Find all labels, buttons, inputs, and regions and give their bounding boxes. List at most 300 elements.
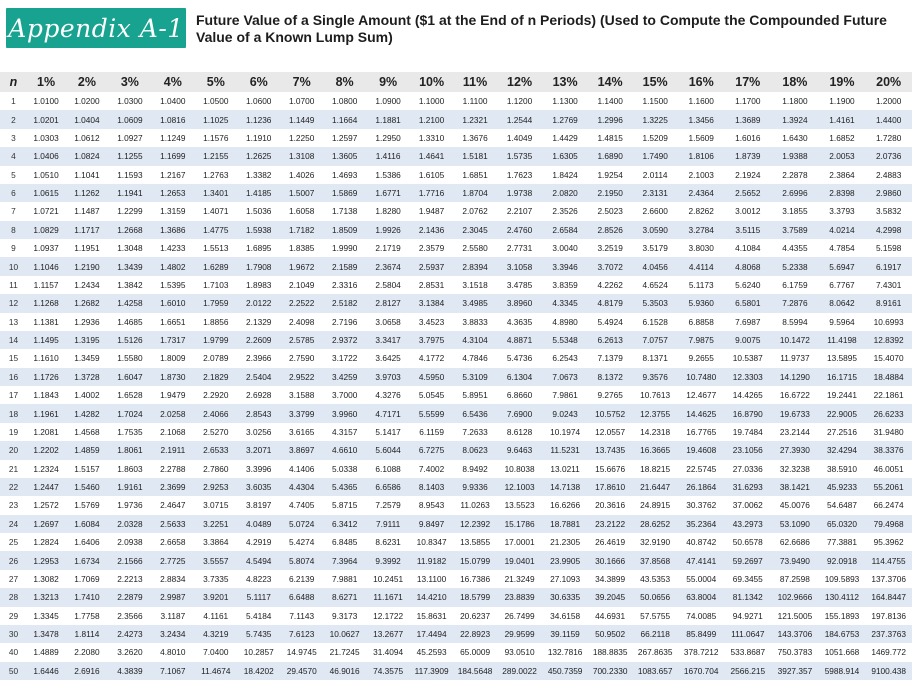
factor-cell: 1.8509 [323, 221, 366, 239]
factor-cell: 2.3699 [151, 478, 194, 496]
factor-cell: 2.4364 [678, 184, 725, 202]
factor-cell: 1.4185 [237, 184, 280, 202]
factor-cell: 2.0328 [109, 515, 151, 533]
factor-cell: 1.2936 [65, 313, 108, 331]
factor-cell: 1.6058 [280, 202, 322, 220]
factor-cell: 1.4775 [195, 221, 237, 239]
factor-cell: 1.6528 [109, 386, 151, 404]
factor-cell: 27.1093 [542, 570, 588, 588]
factor-cell: 1.0510 [27, 166, 65, 184]
factor-cell: 1.9161 [109, 478, 151, 496]
factor-cell: 65.0009 [453, 643, 496, 661]
factor-cell: 1.2167 [151, 166, 194, 184]
factor-cell: 13.5855 [453, 533, 496, 551]
factor-cell: 1.6047 [109, 368, 151, 386]
factor-cell: 95.3962 [865, 533, 912, 551]
factor-cell: 1.0500 [195, 92, 237, 110]
factor-cell: 46.9016 [323, 662, 366, 680]
factor-cell: 5.8715 [323, 496, 366, 514]
table-body [0, 92, 912, 680]
factor-cell: 1.1951 [65, 239, 108, 257]
factor-cell: 32.4294 [819, 441, 866, 459]
factor-cell: 130.4112 [819, 588, 866, 606]
factor-cell: 8.6231 [366, 533, 409, 551]
factor-cell: 2.2080 [65, 643, 108, 661]
table-row [0, 625, 912, 643]
factor-cell: 47.4141 [678, 551, 725, 569]
period-cell: 25 [0, 533, 27, 551]
factor-cell: 1.1961 [27, 404, 65, 422]
factor-cell: 44.6931 [588, 607, 633, 625]
factor-cell: 1.2434 [65, 276, 108, 294]
factor-cell: 1.0721 [27, 202, 65, 220]
factor-cell: 3.7000 [323, 386, 366, 404]
factor-cell: 3.2071 [237, 441, 280, 459]
factor-cell: 5.1598 [865, 239, 912, 257]
factor-cell: 5.3109 [453, 368, 496, 386]
factor-cell: 1.3195 [65, 331, 108, 349]
factor-cell: 3.2620 [109, 643, 151, 661]
factor-cell: 1.0404 [65, 110, 108, 128]
factor-cell: 2.8262 [678, 202, 725, 220]
factor-cell: 18.8215 [632, 460, 678, 478]
table-row [0, 202, 912, 220]
factor-cell: 1.8280 [366, 202, 409, 220]
factor-cell: 2.5785 [280, 331, 322, 349]
factor-cell: 2.1329 [237, 313, 280, 331]
factor-cell: 5.4184 [237, 607, 280, 625]
factor-cell: 7.1379 [588, 349, 633, 367]
factor-cell: 17.8610 [588, 478, 633, 496]
factor-cell: 34.3899 [588, 570, 633, 588]
factor-cell: 6.1759 [771, 276, 819, 294]
factor-cell: 1.9738 [497, 184, 543, 202]
factor-cell: 1.6084 [65, 515, 108, 533]
period-cell: 17 [0, 386, 27, 404]
factor-cell: 22.5745 [678, 460, 725, 478]
period-cell: 10 [0, 257, 27, 275]
factor-cell: 2.3131 [632, 184, 678, 202]
factor-cell: 1.2824 [27, 533, 65, 551]
factor-cell: 1.8730 [151, 368, 194, 386]
factor-cell: 29.9599 [497, 625, 543, 643]
table-row [0, 588, 912, 606]
factor-cell: 28.6252 [632, 515, 678, 533]
factor-cell: 32.3238 [771, 460, 819, 478]
factor-cell: 3.0256 [237, 423, 280, 441]
column-header-rate: 12% [497, 72, 543, 92]
header [0, 0, 912, 58]
factor-cell: 1.1941 [109, 184, 151, 202]
factor-cell: 1.0829 [27, 221, 65, 239]
factor-cell: 5.1117 [237, 588, 280, 606]
factor-cell: 4.5494 [237, 551, 280, 569]
factor-cell: 1.2100 [410, 110, 453, 128]
table-row [0, 404, 912, 422]
factor-cell: 7.9881 [323, 570, 366, 588]
factor-cell: 7.3964 [323, 551, 366, 569]
factor-cell: 2.0258 [151, 404, 194, 422]
factor-cell: 2.6996 [771, 184, 819, 202]
factor-cell: 2.6658 [151, 533, 194, 551]
factor-cell: 18.7881 [542, 515, 588, 533]
factor-cell: 5.1417 [366, 423, 409, 441]
factor-cell: 14.4210 [410, 588, 453, 606]
factor-cell: 2566.215 [725, 662, 772, 680]
factor-cell: 12.8392 [865, 331, 912, 349]
factor-cell: 3.3799 [280, 404, 322, 422]
factor-cell: 10.5387 [725, 349, 772, 367]
factor-cell: 117.3909 [410, 662, 453, 680]
factor-cell: 6.8660 [497, 386, 543, 404]
factor-cell: 7.1143 [280, 607, 322, 625]
factor-cell: 4.8179 [588, 294, 633, 312]
factor-cell: 5.7435 [237, 625, 280, 643]
factor-cell: 1.4026 [280, 166, 322, 184]
factor-cell: 66.2474 [865, 496, 912, 514]
factor-cell: 3.8833 [453, 313, 496, 331]
factor-cell: 4.4355 [771, 239, 819, 257]
factor-cell: 24.8915 [632, 496, 678, 514]
factor-cell: 9.2655 [678, 349, 725, 367]
factor-cell: 155.1893 [819, 607, 866, 625]
factor-cell: 1.1041 [65, 166, 108, 184]
factor-cell: 22.9005 [819, 404, 866, 422]
factor-cell: 11.4674 [195, 662, 237, 680]
factor-cell: 9100.438 [865, 662, 912, 680]
factor-cell: 30.3762 [678, 496, 725, 514]
factor-cell: 2.4066 [195, 404, 237, 422]
factor-cell: 4.4304 [280, 478, 322, 496]
factor-cell: 9.0075 [725, 331, 772, 349]
period-cell: 15 [0, 349, 27, 367]
table-row [0, 460, 912, 478]
factor-cell: 3.9960 [323, 404, 366, 422]
factor-cell: 1469.772 [865, 643, 912, 661]
factor-cell: 1.9672 [280, 257, 322, 275]
factor-cell: 1.0612 [65, 129, 108, 147]
column-header-rate: 6% [237, 72, 280, 92]
factor-cell: 4.6524 [632, 276, 678, 294]
period-cell: 19 [0, 423, 27, 441]
factor-cell: 1.7410 [65, 588, 108, 606]
factor-cell: 55.2061 [865, 478, 912, 496]
factor-cell: 2.5937 [410, 257, 453, 275]
factor-cell: 1.2597 [323, 129, 366, 147]
table-row [0, 515, 912, 533]
factor-cell: 1.4802 [151, 257, 194, 275]
factor-cell: 1.4568 [65, 423, 108, 441]
factor-cell: 1.6771 [366, 184, 409, 202]
column-header-rate: 5% [195, 72, 237, 92]
table-row [0, 147, 912, 165]
factor-cell: 1.2544 [497, 110, 543, 128]
column-header-rate: 8% [323, 72, 366, 92]
factor-cell: 1.1881 [366, 110, 409, 128]
factor-cell: 5.3503 [632, 294, 678, 312]
period-cell: 13 [0, 313, 27, 331]
period-cell: 8 [0, 221, 27, 239]
factor-cell: 14.9745 [280, 643, 322, 661]
factor-cell: 79.4968 [865, 515, 912, 533]
factor-cell: 4.8223 [237, 570, 280, 588]
table-row [0, 643, 912, 661]
factor-cell: 13.0211 [542, 460, 588, 478]
factor-cell: 3.5557 [195, 551, 237, 569]
factor-cell: 7.9861 [542, 386, 588, 404]
factor-cell: 59.2697 [725, 551, 772, 569]
factor-cell: 9.3576 [632, 368, 678, 386]
factor-cell: 16.8790 [725, 404, 772, 422]
table-row [0, 551, 912, 569]
factor-cell: 1051.668 [819, 643, 866, 661]
factor-cell: 3.6425 [366, 349, 409, 367]
table-row [0, 441, 912, 459]
factor-cell: 2.6928 [237, 386, 280, 404]
factor-cell: 2.1436 [410, 221, 453, 239]
factor-cell: 1670.704 [678, 662, 725, 680]
factor-cell: 2.9372 [323, 331, 366, 349]
factor-cell: 1.7758 [65, 607, 108, 625]
column-header-rate: 7% [280, 72, 322, 92]
factor-cell: 1.9479 [151, 386, 194, 404]
factor-cell: 1.2081 [27, 423, 65, 441]
factor-cell: 1.2950 [366, 129, 409, 147]
factor-cell: 3.2434 [151, 625, 194, 643]
factor-cell: 8.1403 [410, 478, 453, 496]
factor-cell: 14.2318 [632, 423, 678, 441]
factor-cell: 1.5938 [237, 221, 280, 239]
table-wrapper [0, 72, 912, 680]
factor-cell: 29.4570 [280, 662, 322, 680]
factor-cell: 2.3566 [109, 607, 151, 625]
factor-cell: 2.8834 [151, 570, 194, 588]
factor-cell: 3.9201 [195, 588, 237, 606]
factor-cell: 7.6123 [280, 625, 322, 643]
factor-cell: 1.1610 [27, 349, 65, 367]
factor-cell: 10.1472 [771, 331, 819, 349]
factor-cell: 5.0338 [323, 460, 366, 478]
factor-cell: 1.0400 [151, 92, 194, 110]
factor-cell: 7.2633 [453, 423, 496, 441]
factor-cell: 2.8394 [453, 257, 496, 275]
factor-cell: 5.5599 [410, 404, 453, 422]
factor-cell: 14.1290 [771, 368, 819, 386]
factor-cell: 4.7854 [819, 239, 866, 257]
factor-cell: 1.3048 [109, 239, 151, 257]
factor-cell: 10.2451 [366, 570, 409, 588]
factor-cell: 1.8106 [678, 147, 725, 165]
factor-cell: 3.5179 [632, 239, 678, 257]
factor-cell: 4.2262 [588, 276, 633, 294]
factor-cell: 102.9666 [771, 588, 819, 606]
factor-cell: 4.8871 [497, 331, 543, 349]
period-cell: 20 [0, 441, 27, 459]
factor-cell: 45.2593 [410, 643, 453, 661]
factor-cell: 5.4365 [323, 478, 366, 496]
period-cell: 5 [0, 166, 27, 184]
factor-cell: 1.3225 [632, 110, 678, 128]
factor-cell: 13.1100 [410, 570, 453, 588]
factor-cell: 5.9360 [678, 294, 725, 312]
factor-cell: 1.1700 [725, 92, 772, 110]
factor-cell: 1.1664 [323, 110, 366, 128]
factor-cell: 1.1400 [588, 92, 633, 110]
factor-cell: 6.6488 [280, 588, 322, 606]
factor-cell: 1.5007 [280, 184, 322, 202]
factor-cell: 2.7196 [323, 313, 366, 331]
factor-cell: 2.8127 [366, 294, 409, 312]
factor-cell: 1.2155 [195, 147, 237, 165]
factor-cell: 5.0724 [280, 515, 322, 533]
factor-cell: 4.1772 [410, 349, 453, 367]
factor-cell: 2.1829 [195, 368, 237, 386]
factor-cell: 2.1924 [725, 166, 772, 184]
factor-cell: 1.6430 [771, 129, 819, 147]
factor-cell: 63.8004 [678, 588, 725, 606]
factor-cell: 1.0406 [27, 147, 65, 165]
factor-cell: 10.8347 [410, 533, 453, 551]
factor-cell: 1.3689 [725, 110, 772, 128]
factor-cell: 1.8704 [453, 184, 496, 202]
factor-cell: 20.6237 [453, 607, 496, 625]
factor-cell: 1.4889 [27, 643, 65, 661]
factor-cell: 378.7212 [678, 643, 725, 661]
factor-cell: 3.8960 [497, 294, 543, 312]
factor-cell: 1.1236 [237, 110, 280, 128]
factor-cell: 1.6651 [151, 313, 194, 331]
factor-cell: 14.4625 [678, 404, 725, 422]
table-row [0, 110, 912, 128]
factor-cell: 13.5895 [819, 349, 866, 367]
factor-cell: 5.8951 [453, 386, 496, 404]
header-row [0, 72, 912, 92]
factor-cell: 27.2516 [819, 423, 866, 441]
column-header-rate: 18% [771, 72, 819, 92]
period-cell: 24 [0, 515, 27, 533]
factor-cell: 62.6686 [771, 533, 819, 551]
factor-cell: 1.3439 [109, 257, 151, 275]
factor-cell: 1.9799 [195, 331, 237, 349]
factor-cell: 11.9737 [771, 349, 819, 367]
factor-cell: 1.1500 [632, 92, 678, 110]
factor-cell: 1.1249 [151, 129, 194, 147]
factor-cell: 3.1518 [453, 276, 496, 294]
factor-cell: 1.9254 [588, 166, 633, 184]
factor-cell: 2.3316 [323, 276, 366, 294]
factor-cell: 34.6158 [542, 607, 588, 625]
factor-cell: 7.2876 [771, 294, 819, 312]
factor-cell: 1.3345 [27, 607, 65, 625]
factor-cell: 37.0062 [725, 496, 772, 514]
factor-cell: 3.4259 [323, 368, 366, 386]
factor-cell: 137.3706 [865, 570, 912, 588]
factor-cell: 12.2392 [453, 515, 496, 533]
factor-cell: 3.1588 [280, 386, 322, 404]
factor-cell: 4.2919 [237, 533, 280, 551]
factor-cell: 1.7103 [195, 276, 237, 294]
factor-cell: 2.1589 [323, 257, 366, 275]
factor-cell: 1.8114 [65, 625, 108, 643]
column-header-rate: 13% [542, 72, 588, 92]
factor-cell: 3.6165 [280, 423, 322, 441]
factor-cell: 3.5115 [725, 221, 772, 239]
factor-cell: 1.1487 [65, 202, 108, 220]
factor-cell: 5.4736 [497, 349, 543, 367]
factor-cell: 5.5348 [542, 331, 588, 349]
factor-cell: 40.8742 [678, 533, 725, 551]
factor-cell: 2.8526 [588, 221, 633, 239]
factor-cell: 1.4049 [497, 129, 543, 147]
factor-cell: 21.2305 [542, 533, 588, 551]
factor-cell: 1.8983 [237, 276, 280, 294]
factor-cell: 8.5994 [771, 313, 819, 331]
factor-cell: 2.8398 [819, 184, 866, 202]
factor-cell: 6.2543 [542, 349, 588, 367]
factor-cell: 164.8447 [865, 588, 912, 606]
factor-cell: 12.1003 [497, 478, 543, 496]
factor-cell: 1.2682 [65, 294, 108, 312]
factor-cell: 1.3459 [65, 349, 108, 367]
factor-cell: 2.5023 [588, 202, 633, 220]
factor-cell: 5.4924 [588, 313, 633, 331]
factor-cell: 23.2144 [771, 423, 819, 441]
factor-cell: 74.0085 [678, 607, 725, 625]
column-header-rate: 15% [632, 72, 678, 92]
factor-cell: 1.3842 [109, 276, 151, 294]
period-cell: 28 [0, 588, 27, 606]
factor-cell: 1.5126 [109, 331, 151, 349]
factor-cell: 1083.657 [632, 662, 678, 680]
factor-cell: 11.1671 [366, 588, 409, 606]
factor-cell: 1.2653 [151, 184, 194, 202]
table-row [0, 533, 912, 551]
factor-cell: 267.8635 [632, 643, 678, 661]
factor-cell: 26.1864 [678, 478, 725, 496]
factor-cell: 2.5804 [366, 276, 409, 294]
period-cell: 12 [0, 294, 27, 312]
column-header-rate: 3% [109, 72, 151, 92]
table-row [0, 166, 912, 184]
factor-cell: 93.0510 [497, 643, 543, 661]
factor-cell: 6.3412 [323, 515, 366, 533]
factor-cell: 1.3605 [323, 147, 366, 165]
factor-cell: 1.3159 [151, 202, 194, 220]
factor-cell: 1.5157 [65, 460, 108, 478]
factor-cell: 23.8839 [497, 588, 543, 606]
factor-cell: 1.1576 [195, 129, 237, 147]
factor-cell: 7.2579 [366, 496, 409, 514]
factor-cell: 1.3478 [27, 625, 65, 643]
factor-cell: 1.4685 [109, 313, 151, 331]
factor-cell: 2.7590 [280, 349, 322, 367]
factor-cell: 1.6289 [195, 257, 237, 275]
factor-cell: 7.6900 [497, 404, 543, 422]
factor-cell: 109.5893 [819, 570, 866, 588]
factor-cell: 2.5270 [195, 423, 237, 441]
factor-cell: 6.2139 [280, 570, 322, 588]
factor-cell: 13.5523 [497, 496, 543, 514]
factor-cell: 9.0243 [542, 404, 588, 422]
factor-cell: 16.7765 [678, 423, 725, 441]
factor-cell: 1.8385 [280, 239, 322, 257]
factor-cell: 57.5755 [632, 607, 678, 625]
table-row [0, 496, 912, 514]
factor-cell: 2.9522 [280, 368, 322, 386]
factor-cell: 2.0736 [865, 147, 912, 165]
factor-cell: 31.6293 [725, 478, 772, 496]
factor-cell: 2.6916 [65, 662, 108, 680]
